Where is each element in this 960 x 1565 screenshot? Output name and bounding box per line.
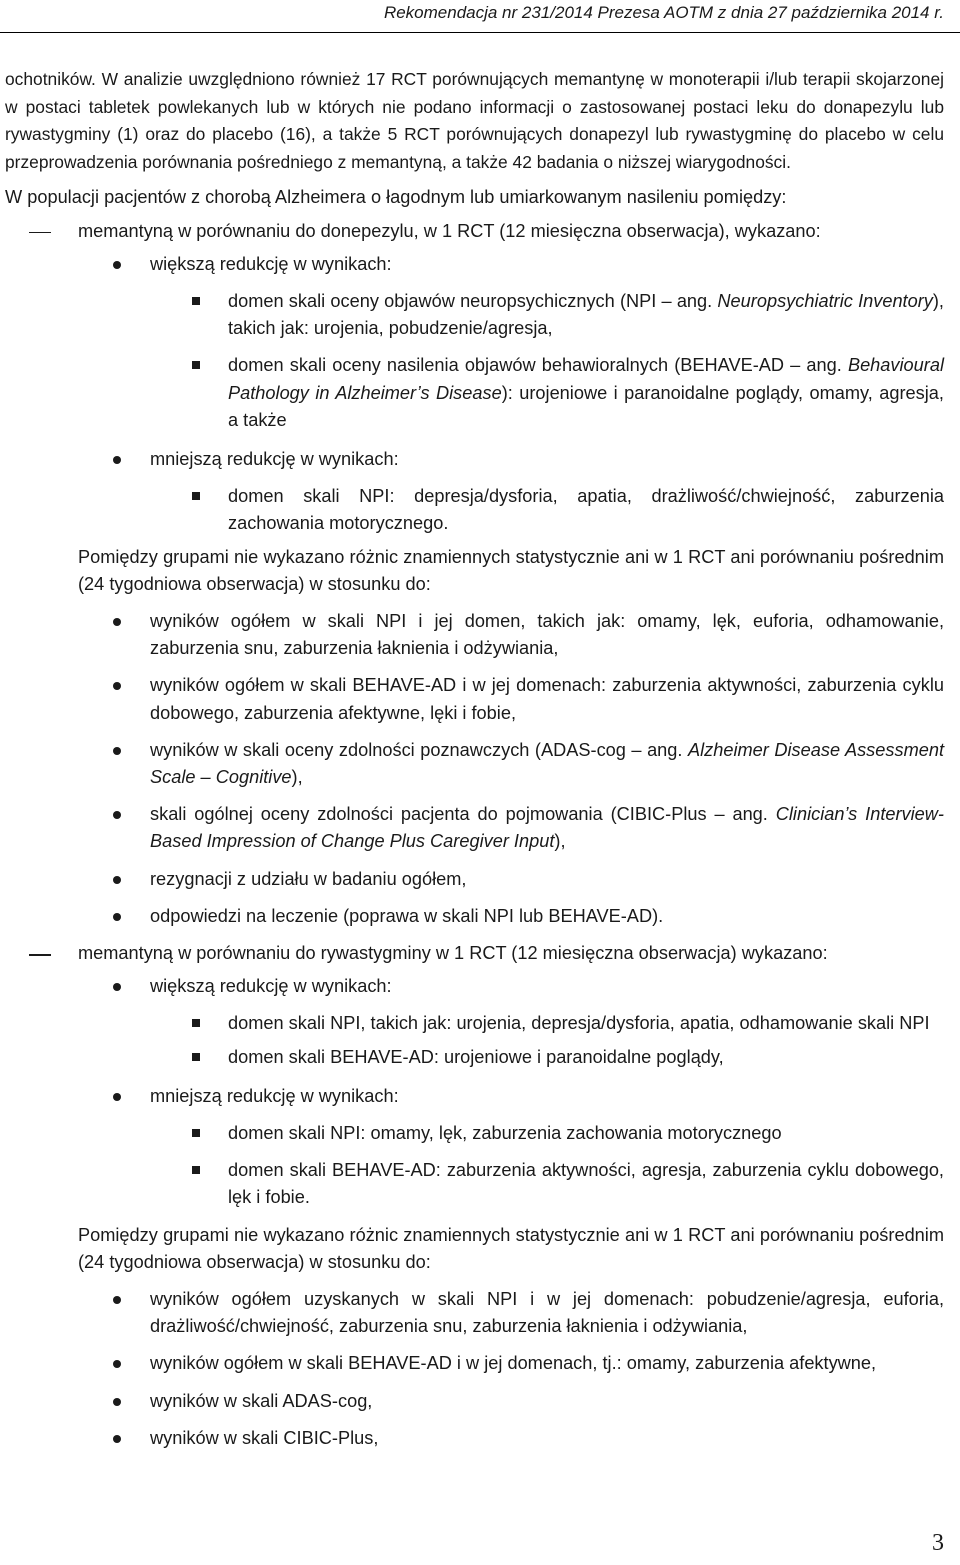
population-paragraph: W populacji pacjentów z chorobą Alzheimera o łagodnym lub umiarkowanym nasileniu pomiędzy: [5, 187, 787, 208]
comparison-rivastigmine [5, 940, 944, 967]
item-text: ), takich jak: urojenia, pobudzenie/agresja, [228, 290, 944, 339]
square-marker [192, 1120, 202, 1147]
bullet-marker [113, 1083, 123, 1110]
bullet-marker [113, 903, 123, 930]
bullet-text: większą redukcję w wynikach: [150, 253, 392, 274]
bullet-item [5, 1083, 944, 1110]
item-text: ), [291, 767, 303, 788]
bullet-item [5, 973, 944, 1000]
bullet-marker [113, 672, 123, 699]
square-marker [192, 1157, 202, 1184]
square-item [5, 483, 944, 537]
square-marker [192, 1044, 202, 1071]
item-text: wyników ogółem w skali BEHAVE-AD i w jej domenach: zaburzenia aktywności, zaburzenia cyklu dobowego, zaburzenia afektywne, lęki i fobie, [150, 675, 944, 723]
bullet-marker [113, 737, 123, 764]
item-text: domen skali NPI, takich jak: urojenia, depresja/dysforia, apatia, odhamowanie skali NPI [228, 1013, 930, 1034]
bullet-marker [113, 866, 123, 893]
item-text: domen skali oceny objawów neuropsychicznych (NPI – ang. [228, 290, 718, 311]
bullet-item [5, 1425, 944, 1452]
item-text: rezygnacji z udziału w badaniu ogółem, [150, 868, 467, 889]
item-text: skali ogólnej oceny zdolności pacjenta do pojmowania (CIBIC-Plus – ang. [150, 804, 776, 825]
bullet-marker [113, 1425, 123, 1452]
bullet-item [5, 866, 944, 893]
square-marker [192, 483, 202, 510]
square-item [5, 288, 944, 342]
square-item [5, 1044, 944, 1071]
bullet-item [5, 801, 944, 855]
bullet-item [5, 1286, 944, 1340]
comparison-donepezil [5, 218, 944, 245]
item-term: Behavioural Pathology in Alzheimer’s Disease [228, 355, 944, 403]
square-marker [192, 352, 202, 379]
item-text: domen skali oceny nasilenia objawów behawioralnych (BEHAVE-AD – ang. [228, 355, 848, 376]
bullet-marker [113, 1350, 123, 1377]
bullet-item [5, 608, 944, 662]
bullet-text: mniejszą redukcję w wynikach: [150, 449, 399, 469]
square-marker [192, 288, 202, 315]
item-text: odpowiedzi na leczenie (poprawa w skali NPI lub BEHAVE-AD). [150, 905, 664, 926]
item-text: wyników w skali oceny zdolności poznawczych (ADAS-cog – ang. [150, 739, 688, 760]
item-text: wyników ogółem uzyskanych w skali NPI i w jej domenach: pobudzenie/agresja, euforia, drażliwość/chwiejność, zaburzenia snu, zaburzenia łaknienia i odżywiania, [150, 1289, 944, 1337]
document-body [5, 66, 944, 1452]
running-header: Rekomendacja nr 231/2014 Prezesa AOTM z dnia 27 października 2014 r. [383, 3, 944, 22]
bullet-marker [113, 1388, 123, 1415]
item-text: wyników w skali ADAS-cog, [150, 1390, 373, 1411]
bullet-marker [113, 251, 123, 278]
item-term: Clinician’s Interview-Based Impression of Change Plus Caregiver Input [150, 804, 944, 852]
comparison-rivastigmine-text: memantyną w porównaniu do rywastygminy w 1 RCT (12 miesięczna obserwacja) wykazano: [78, 943, 828, 964]
bullet-item [5, 737, 944, 791]
square-marker [192, 1010, 202, 1037]
bullet-text: większą redukcję w wynikach: [150, 976, 392, 997]
item-text: domen skali BEHAVE-AD: urojeniowe i paranoidalne poglądy, [228, 1046, 724, 1067]
no-difference-paragraph: Pomiędzy grupami nie wykazano różnic znamiennych statystycznie ani w 1 RCT ani porównaniu pośrednim (24 tygodniowa obserwacja) w stosunku do: [78, 1224, 944, 1272]
no-difference-paragraph: Pomiędzy grupami nie wykazano różnic znamiennych statystycznie ani w 1 RCT ani porównaniu pośrednim (24 tygodniowa obserwacja) w stosunku do: [78, 546, 944, 594]
bullet-marker [113, 973, 123, 1000]
bullet-item [5, 672, 944, 726]
bullet-marker [113, 446, 123, 473]
item-text: ), [554, 831, 566, 852]
header-rule [0, 32, 960, 33]
bullet-marker [113, 801, 123, 828]
bullet-item [5, 446, 944, 473]
square-item [5, 1157, 944, 1211]
bullet-text: mniejszą redukcję w wynikach: [150, 1085, 399, 1106]
bullet-item [5, 903, 944, 930]
bullet-marker [113, 1286, 123, 1313]
item-term: Alzheimer Disease Assessment Scale – Cognitive [150, 739, 944, 788]
item-text: wyników ogółem w skali NPI i jej domen, takich jak: omamy, lęk, euforia, odhamowanie, zaburzenia snu, zaburzenia łaknienia i odżywiania, [150, 611, 944, 659]
item-text: ): urojeniowe i paranoidalne poglądy, omamy, agresja, a także [228, 382, 944, 430]
item-text: domen skali NPI: omamy, lęk, zaburzenia zachowania motorycznego [228, 1123, 782, 1144]
item-text: wyników ogółem w skali BEHAVE-AD i w jej domenach, tj.: omamy, zaburzenia afektywne, [150, 1353, 877, 1374]
square-item [5, 352, 944, 434]
item-text: domen skali BEHAVE-AD: zaburzenia aktywności, agresja, zaburzenia cyklu dobowego, lęk i fobie. [228, 1160, 944, 1208]
bullet-item [5, 1388, 944, 1415]
page-number: 3 [932, 1530, 944, 1556]
square-item [5, 1120, 944, 1147]
comparison-donepezil-text: memantyną w porównaniu do donepezylu, w 1 RCT (12 miesięczna obserwacja), wykazano: [78, 220, 821, 241]
intro-paragraph: ochotników. W analizie uwzględniono również 17 RCT porównujących memantynę w monoterapii i/lub terapii skojarzonej w postaci tabletek powlekanych lub w których nie podano informacji o zastosowanej postaci leku do donapezylu lub rywastygminy (1) oraz do placebo (16), a także 5 RCT porównujących donapezyl lub rywastygminę do placebo w celu przeprowadzenia porównania pośredniego z memantyną, a także 42 badania o niższej wiarygodności. [5, 69, 944, 172]
item-text: domen skali NPI: depresja/dysforia, apatia, drażliwość/chwiejność, zaburzenia zachowania motorycznego. [228, 486, 944, 534]
bullet-item [5, 1350, 944, 1377]
square-item [5, 1010, 944, 1037]
item-text: wyników w skali CIBIC-Plus, [150, 1427, 379, 1448]
item-term: Neuropsychiatric Inventory [717, 290, 933, 311]
bullet-marker [113, 608, 123, 635]
bullet-item [5, 251, 944, 278]
